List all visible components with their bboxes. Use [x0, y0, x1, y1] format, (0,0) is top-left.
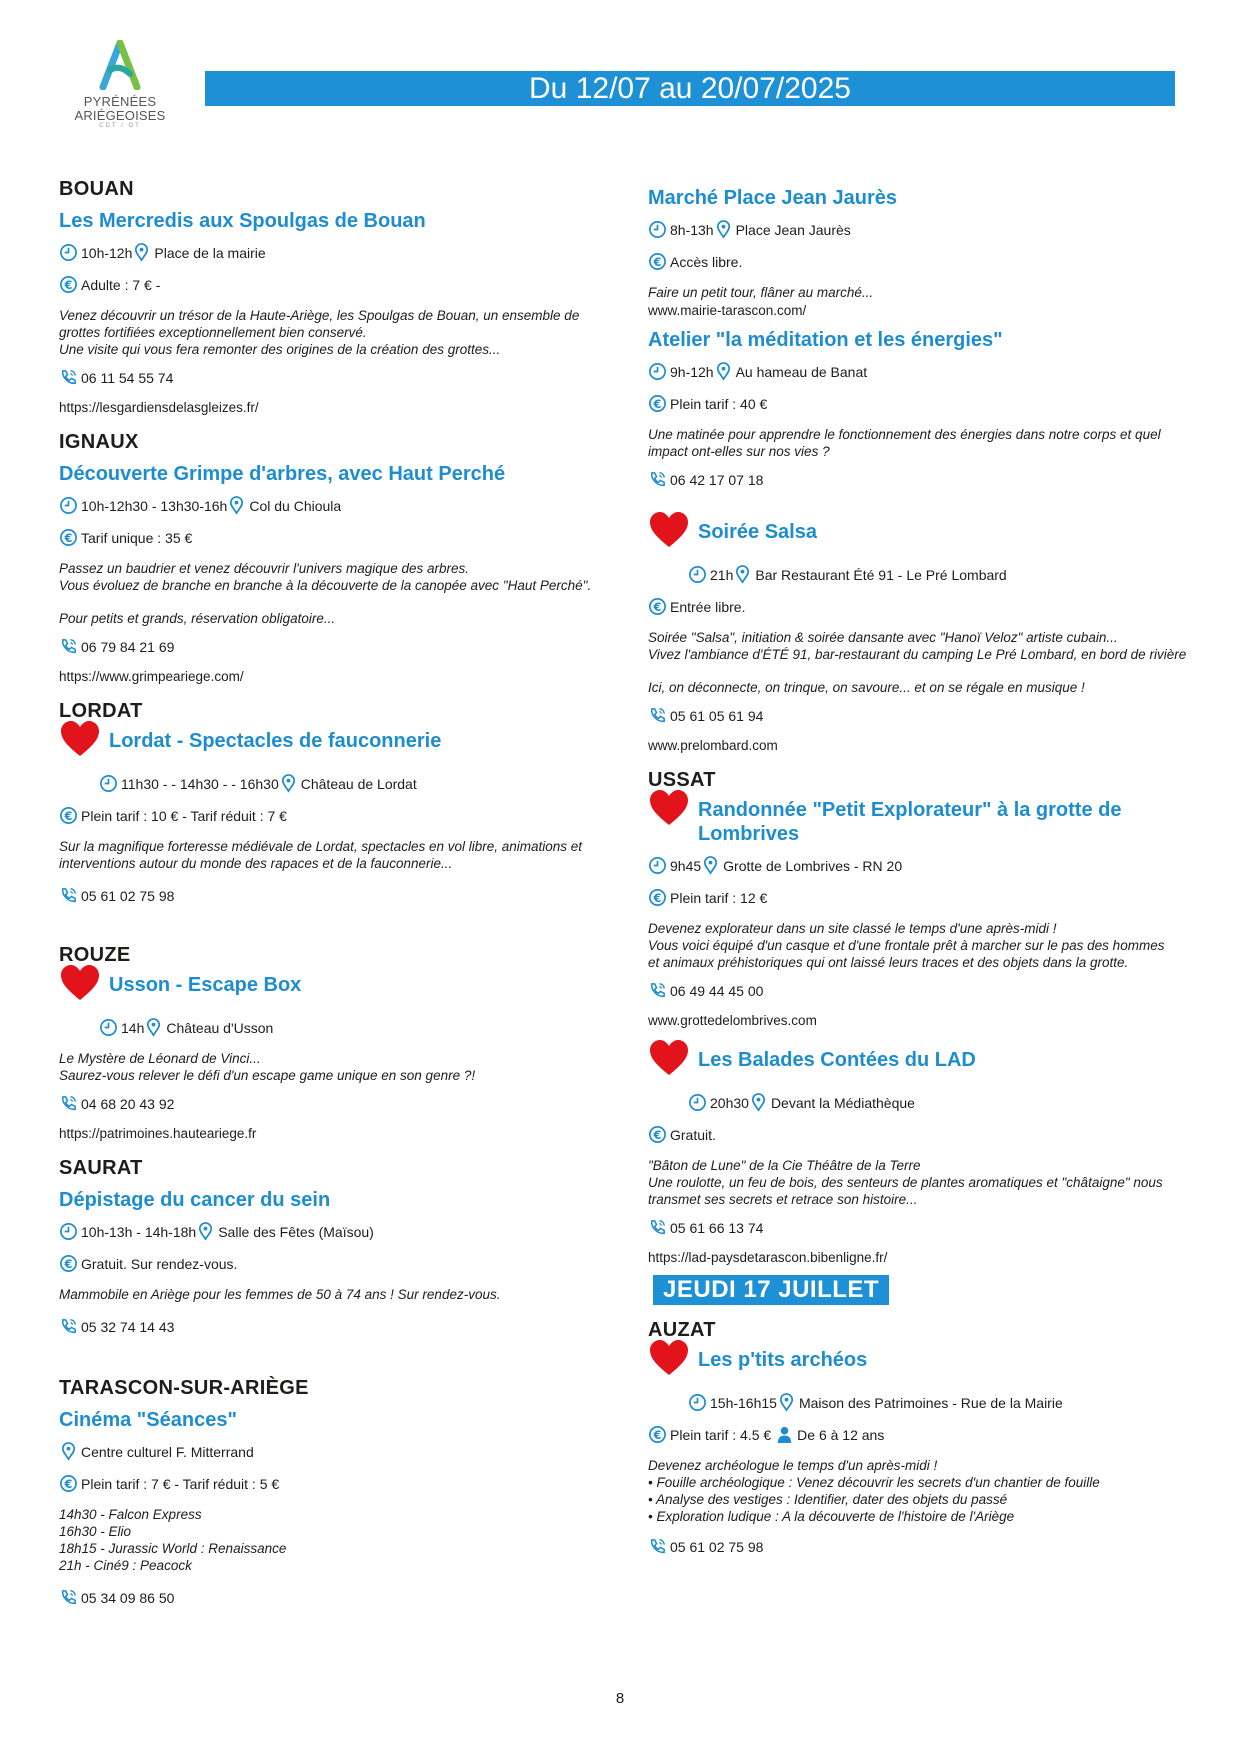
- heart-icon: [648, 1039, 690, 1083]
- clock-icon: [59, 243, 78, 262]
- spacer: [59, 1349, 604, 1373]
- euro-icon: [59, 275, 78, 294]
- logo-line3: CDT / OT: [99, 123, 141, 129]
- logo-line2: ARIÉGEOISES: [74, 108, 166, 123]
- heart-icon: [648, 789, 690, 833]
- event-phone[interactable]: 05 61 05 61 94: [670, 707, 764, 724]
- location-pin-icon: [132, 243, 151, 262]
- time-place-line: [648, 856, 1188, 875]
- phone-icon: [59, 1317, 78, 1336]
- location-pin-icon: [701, 856, 720, 875]
- euro-icon: [648, 597, 667, 616]
- event-time: 14h: [121, 1019, 145, 1036]
- event-description: Sur la magnifique forteresse médiévale de Lordat, spectacles en vol libre, animations et interventions autour du monde des rapaces et de la fauconnerie...: [59, 839, 583, 871]
- phone-line: [59, 1317, 604, 1336]
- event-title[interactable]: Dépistage du cancer du sein: [59, 1189, 331, 1211]
- event-saurat: [59, 1157, 604, 1373]
- town-heading: IGNAUX: [59, 431, 139, 453]
- event-atelier: [648, 328, 1188, 512]
- phone-icon: [648, 981, 667, 1000]
- event-url[interactable]: www.prelombard.com: [648, 738, 778, 753]
- location-pin-icon: [227, 496, 246, 515]
- event-title-row: [59, 969, 604, 1008]
- event-price: Tarif unique : 35 €: [81, 529, 193, 546]
- event-place: Centre culturel F. Mitterrand: [81, 1443, 254, 1460]
- svg-text:€: €: [653, 1127, 662, 1142]
- phone-line: [59, 1094, 604, 1113]
- event-url[interactable]: https://lad-paysdetarascon.bibenligne.fr/: [648, 1250, 888, 1265]
- phone-line: [59, 637, 604, 656]
- event-place: Bar Restaurant Été 91 - Le Pré Lombard: [755, 566, 1007, 583]
- price-line: [59, 528, 604, 547]
- price-line: [648, 597, 1188, 616]
- event-place: Château de Lordat: [300, 775, 417, 792]
- event-tarascon: [59, 1377, 604, 1607]
- svg-text:€: €: [653, 890, 662, 905]
- time-place-line: [648, 362, 1188, 381]
- clock-icon: [648, 220, 667, 239]
- location-pin-icon: [59, 1442, 78, 1461]
- event-phone[interactable]: 04 68 20 43 92: [81, 1095, 175, 1112]
- event-price: Adulte : 7 € -: [81, 276, 161, 293]
- event-time: 9h45: [670, 857, 702, 874]
- town-heading: USSAT: [648, 769, 716, 791]
- location-pin-icon: [777, 1393, 796, 1412]
- euro-icon: [59, 1254, 78, 1273]
- price-line: [648, 252, 1188, 271]
- location-pin-icon: [279, 774, 298, 793]
- location-pin-icon: [749, 1093, 768, 1112]
- svg-text:€: €: [653, 1427, 662, 1442]
- phone-line: [648, 1537, 1188, 1556]
- event-time: 11h30 - - 14h30 - - 16h30: [121, 775, 279, 792]
- euro-icon: [59, 1474, 78, 1493]
- euro-icon: [648, 888, 667, 907]
- clock-icon: [688, 565, 707, 584]
- event-phone[interactable]: 06 11 54 55 74: [81, 369, 174, 386]
- event-place: Col du Chioula: [249, 497, 342, 514]
- phone-icon: [59, 368, 78, 387]
- event-price: Gratuit. Sur rendez-vous.: [81, 1255, 238, 1272]
- price-line: [59, 1474, 604, 1493]
- town-heading: ROUZE: [59, 944, 131, 966]
- event-price: Entrée libre.: [670, 598, 746, 615]
- event-time: 8h-13h: [670, 221, 714, 238]
- clock-icon: [99, 1018, 118, 1037]
- euro-icon: [59, 806, 78, 825]
- spacer: [648, 502, 1188, 512]
- clock-icon: [99, 774, 118, 793]
- euro-icon: [648, 252, 667, 271]
- phone-line: [59, 886, 604, 905]
- time-place-line: [59, 1018, 604, 1037]
- event-time: 10h-13h - 14h-18h: [81, 1223, 197, 1240]
- phone-line: [648, 706, 1188, 725]
- time-place-line: [648, 565, 1188, 584]
- event-place: Au hameau de Banat: [735, 363, 868, 380]
- location-pin-icon: [714, 220, 733, 239]
- right-column: [648, 186, 1188, 1569]
- event-place: Salle des Fêtes (Maïsou): [218, 1223, 374, 1240]
- price-line: [59, 806, 604, 825]
- logo-line1: PYRÉNÉES: [83, 94, 157, 109]
- event-place: Grotte de Lombrives - RN 20: [723, 857, 903, 874]
- event-description: Mammobile en Ariège pour les femmes de 50 à 74 ans ! Sur rendez-vous.: [59, 1287, 501, 1302]
- event-place: Château d'Usson: [166, 1019, 274, 1036]
- event-rouze: [59, 944, 604, 1141]
- event-price: Gratuit.: [670, 1126, 716, 1143]
- phone-line: [648, 981, 1188, 1000]
- clock-icon: [688, 1393, 707, 1412]
- event-url[interactable]: https://www.grimpeariege.com/: [59, 669, 244, 684]
- event-title[interactable]: Les Balades Contées du LAD: [698, 1049, 976, 1071]
- event-title[interactable]: Usson - Escape Box: [109, 974, 302, 996]
- event-title[interactable]: Marché Place Jean Jaurès: [648, 187, 898, 209]
- phone-icon: [648, 470, 667, 489]
- event-price: Plein tarif : 10 € - Tarif réduit : 7 €: [81, 807, 287, 824]
- clock-icon: [648, 856, 667, 875]
- event-title-row: [59, 725, 604, 764]
- town-heading: BOUAN: [59, 178, 134, 200]
- price-line: [648, 888, 1188, 907]
- event-auzat: [648, 1319, 1188, 1556]
- logo: [70, 40, 170, 129]
- event-title[interactable]: Randonnée "Petit Explorateur" à la grotte de Lombrives: [698, 799, 1122, 845]
- spacer: [59, 918, 604, 940]
- time-place-line: [59, 1222, 604, 1241]
- price-line: [648, 1125, 1188, 1144]
- phone-icon: [59, 637, 78, 656]
- location-pin-icon: [714, 362, 733, 381]
- event-description: Venez découvrir un trésor de la Haute-Ariège, les Spoulgas de Bouan, un ensemble de grottes fortifiées exceptionnellement bien conservé. Une visite qui vous fera remonter des origines de la création des grottes...: [59, 308, 580, 357]
- event-place: Maison des Patrimoines - Rue de la Mairie: [798, 1394, 1063, 1411]
- heart-icon: [648, 1339, 690, 1383]
- time-place-line: [648, 1093, 1188, 1112]
- event-bouan: [59, 178, 604, 415]
- phone-line: [648, 470, 1188, 489]
- event-description: Devenez explorateur dans un site classé le temps d'une après-midi ! Vous voici équipé d'un casque et d'une frontale prêt à marcher sur le pas des hommes et animaux préhistoriques qui ont laissé leurs traces et des objets dans la grotte.: [648, 921, 1165, 970]
- logo-mark-icon: [98, 40, 142, 90]
- event-phone[interactable]: 06 79 84 21 69: [81, 638, 175, 655]
- phone-line: [59, 1588, 604, 1607]
- phone-icon: [648, 1537, 667, 1556]
- place-line: [59, 1442, 604, 1461]
- event-price: Plein tarif : 4.5 €: [670, 1426, 772, 1443]
- event-description: Devenez archéologue le temps d'un après-midi ! • Fouille archéologique : Venez découvrir les secrets d'un chantier de fouille • Analyse des vestiges : Identifier, dater des objets du passé • Exploration ludique : A la découverte de l'histoire de l'Ariège: [648, 1458, 1100, 1524]
- euro-icon: [648, 1425, 667, 1444]
- phone-icon: [648, 1218, 667, 1237]
- event-title[interactable]: Soirée Salsa: [698, 521, 817, 543]
- price-line: [59, 1254, 604, 1273]
- event-phone[interactable]: 05 61 02 75 98: [81, 887, 175, 904]
- event-title-row: [648, 516, 1188, 555]
- svg-text:€: €: [653, 599, 662, 614]
- location-pin-icon: [144, 1018, 163, 1037]
- event-url[interactable]: www.grottedelombrives.com: [648, 1013, 817, 1028]
- event-price: Plein tarif : 12 €: [670, 889, 768, 906]
- town-heading: AUZAT: [648, 1319, 716, 1341]
- page-number: 8: [615, 1690, 625, 1707]
- event-phone[interactable]: 05 61 02 75 98: [670, 1538, 764, 1555]
- clock-icon: [59, 496, 78, 515]
- event-time: 21h: [710, 566, 734, 583]
- time-place-line: [59, 243, 604, 262]
- heart-icon: [59, 720, 101, 764]
- event-phone[interactable]: 05 32 74 14 43: [81, 1318, 175, 1335]
- event-ignaux: [59, 431, 604, 684]
- event-title[interactable]: Découverte Grimpe d'arbres, avec Haut Perché: [59, 463, 506, 485]
- time-place-line: [59, 496, 604, 515]
- heart-icon: [59, 964, 101, 1008]
- svg-text:€: €: [64, 1256, 73, 1271]
- date-banner: Du 12/07 au 20/07/2025: [205, 71, 1175, 106]
- phone-line: [648, 1218, 1188, 1237]
- event-place: Devant la Médiathèque: [770, 1094, 915, 1111]
- event-phone[interactable]: 05 61 66 13 74: [670, 1219, 764, 1236]
- price-line: [648, 394, 1188, 413]
- event-phone[interactable]: 06 42 17 07 18: [670, 471, 764, 488]
- svg-text:€: €: [64, 808, 73, 823]
- event-age: De 6 à 12 ans: [797, 1426, 885, 1443]
- event-time: 10h-12h: [81, 244, 133, 261]
- phone-icon: [59, 1588, 78, 1607]
- event-balades: [648, 1044, 1188, 1265]
- event-url[interactable]: https://lesgardiensdelasgleizes.fr/: [59, 400, 259, 415]
- event-lordat: [59, 700, 604, 940]
- svg-text:€: €: [64, 277, 73, 292]
- event-description: Le Mystère de Léonard de Vinci... Saurez-vous relever le défi d'un escape game unique en son genre ?!: [59, 1051, 476, 1083]
- event-description: 14h30 - Falcon Express 16h30 - Elio 18h15 - Jurassic World : Renaissance 21h - Ciné9 : Peacock: [59, 1507, 287, 1573]
- event-description: Une matinée pour apprendre le fonctionnement des énergies dans notre corps et quel impact ont-elles sur nos vies ?: [648, 427, 1161, 459]
- svg-text:€: €: [64, 1476, 73, 1491]
- event-ussat: [648, 769, 1188, 1028]
- event-title-row: [648, 1044, 1188, 1083]
- event-title[interactable]: Atelier "la méditation et les énergies": [648, 329, 1003, 351]
- town-heading: LORDAT: [59, 700, 143, 722]
- event-place: Place de la mairie: [154, 244, 266, 261]
- event-salsa: [648, 516, 1188, 753]
- event-title-row: [648, 794, 1188, 846]
- event-description: Soirée "Salsa", initiation & soirée dansante avec "Hanoï Veloz" artiste cubain... Vivez l'ambiance d'ÉTÉ 91, bar-restaurant du camping Le Pré Lombard, en bord de rivière: [648, 630, 1187, 662]
- phone-icon: [648, 706, 667, 725]
- time-place-line: [648, 220, 1188, 239]
- clock-icon: [648, 362, 667, 381]
- svg-text:€: €: [64, 530, 73, 545]
- day-heading: JEUDI 17 JUILLET: [653, 1275, 889, 1305]
- phone-icon: [59, 1094, 78, 1113]
- time-place-line: [648, 1393, 1188, 1412]
- event-price: Plein tarif : 7 € - Tarif réduit : 5 €: [81, 1475, 280, 1492]
- event-description: Passez un baudrier et venez découvrir l'univers magique des arbres. Vous évoluez de branche en branche à la découverte de la canopée avec "Haut Perché".: [59, 561, 592, 593]
- event-description-2: Pour petits et grands, réservation obligatoire...: [59, 611, 336, 626]
- location-pin-icon: [196, 1222, 215, 1241]
- event-url[interactable]: https://patrimoines.hauteariege.fr: [59, 1126, 257, 1141]
- location-pin-icon: [733, 565, 752, 584]
- phone-line: [59, 368, 604, 387]
- left-column: [59, 178, 604, 1620]
- child-icon: [775, 1425, 794, 1444]
- event-marche: [648, 186, 1188, 318]
- event-title[interactable]: Les p'tits archéos: [698, 1349, 868, 1371]
- svg-text:€: €: [653, 396, 662, 411]
- heart-icon: [648, 511, 690, 555]
- event-time: 10h-12h30 - 13h30-16h: [81, 497, 228, 514]
- euro-icon: [648, 1125, 667, 1144]
- euro-icon: [59, 528, 78, 547]
- price-line: [648, 1425, 1188, 1444]
- event-time: 9h-12h: [670, 363, 714, 380]
- event-title[interactable]: Les Mercredis aux Spoulgas de Bouan: [59, 210, 426, 232]
- clock-icon: [688, 1093, 707, 1112]
- event-title[interactable]: Lordat - Spectacles de fauconnerie: [109, 730, 442, 752]
- svg-text:€: €: [653, 254, 662, 269]
- clock-icon: [59, 1222, 78, 1241]
- event-phone[interactable]: 05 34 09 86 50: [81, 1589, 175, 1606]
- price-line: [59, 275, 604, 294]
- phone-icon: [59, 886, 78, 905]
- event-time: 20h30: [710, 1094, 749, 1111]
- euro-icon: [648, 394, 667, 413]
- event-price: Accès libre.: [670, 253, 743, 270]
- event-title-row: [648, 1344, 1188, 1383]
- event-title[interactable]: Cinéma "Séances": [59, 1409, 237, 1431]
- event-description: "Bâton de Lune" de la Cie Théâtre de la Terre Une roulotte, un feu de bois, des senteurs de plantes aromatiques et "châtaigne" nous transmet ses secrets et retrace son histoire...: [648, 1158, 1163, 1207]
- time-place-line: [59, 774, 604, 793]
- event-price: Plein tarif : 40 €: [670, 395, 768, 412]
- event-time: 15h-16h15: [710, 1394, 777, 1411]
- event-description-2: Ici, on déconnecte, on trinque, on savoure... et on se régale en musique !: [648, 680, 1085, 695]
- event-url[interactable]: www.mairie-tarascon.com/: [648, 303, 807, 318]
- town-heading: TARASCON-SUR-ARIÈGE: [59, 1377, 309, 1399]
- event-phone[interactable]: 06 49 44 45 00: [670, 982, 764, 999]
- town-heading: SAURAT: [59, 1157, 143, 1179]
- event-place: Place Jean Jaurès: [735, 221, 851, 238]
- event-description: Faire un petit tour, flâner au marché...: [648, 285, 874, 300]
